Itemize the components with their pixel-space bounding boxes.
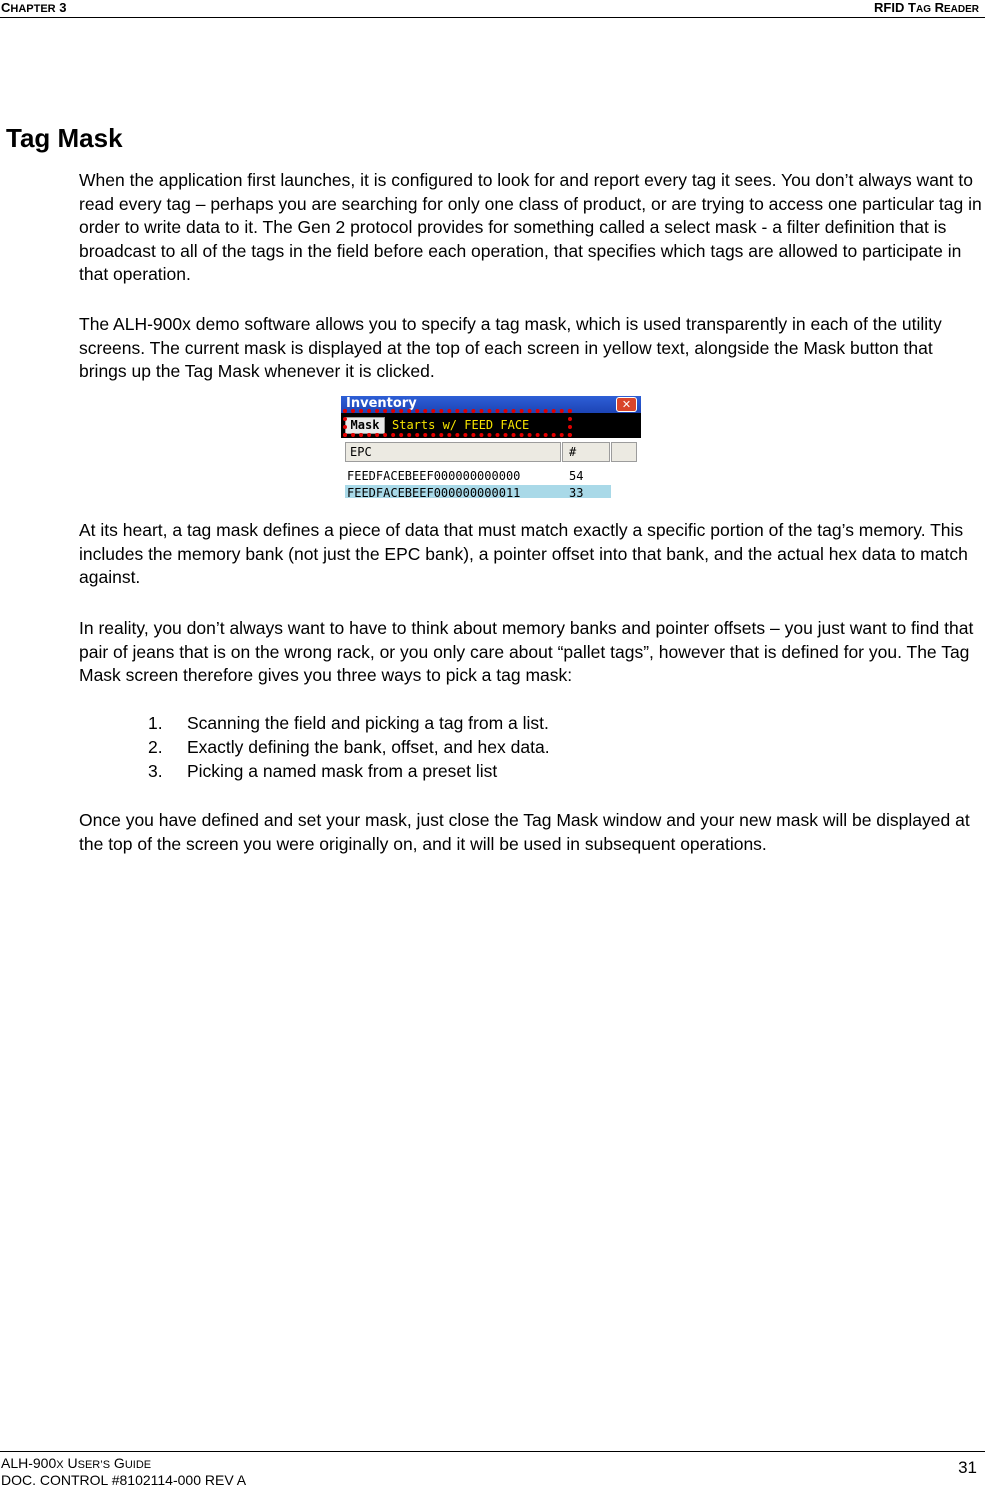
running-header-chapter	[1, 0, 66, 15]
inventory-screenshot	[341, 396, 641, 498]
chapter-number: 3	[59, 0, 67, 15]
table-row[interactable]	[345, 468, 611, 484]
list-text: Exactly defining the bank, offset, and hex data.	[187, 737, 550, 757]
paragraph-demo-software: The ALH-900x demo software allows you to specify a tag mask, which is used transparently in each of the utility screens. The current mask is displayed at the top of each screen in yellow text, alongside the Mask button that brings up the Tag Mask whenever it is clicked.	[79, 314, 942, 381]
list-item	[148, 711, 550, 735]
header-eader: EADER	[943, 4, 979, 15]
page-number: 31	[958, 1458, 977, 1477]
list-number: 1.	[148, 713, 163, 733]
section-title: Tag Mask	[6, 123, 123, 153]
footer-g: G	[110, 1455, 125, 1471]
table-row[interactable]	[345, 485, 611, 498]
footer-u: U	[63, 1455, 78, 1471]
mask-highlight-outline	[343, 409, 572, 437]
chapter-c: C	[1, 0, 11, 15]
footer-doc-control: DOC. CONTROL #8102114-000 REV A	[1, 1472, 247, 1488]
column-header-blank	[611, 442, 637, 462]
row-count: 33	[569, 486, 584, 498]
header-rfid: RFID	[874, 0, 905, 15]
header-rule	[0, 17, 985, 18]
footer-rule	[0, 1451, 985, 1452]
footer-apostrophe: ’	[100, 1459, 103, 1471]
current-mask-text: Starts w/ FEED FACE	[392, 418, 530, 432]
header-ag: AG	[915, 4, 931, 15]
close-icon[interactable]: ✕	[616, 397, 637, 412]
row-epc: FEEDFACEBEEF000000000000	[347, 469, 521, 483]
list-number: 3.	[148, 761, 163, 781]
list-number: 2.	[148, 737, 163, 757]
mask-button[interactable]: Mask	[345, 417, 385, 434]
row-epc: FEEDFACEBEEF000000000011	[347, 486, 521, 498]
list-item	[148, 735, 550, 759]
running-header-title	[874, 0, 979, 15]
paragraph-closing: Once you have defined and set your mask, just close the Tag Mask window and your new mask will be displayed at the top of the screen you were originally on, and it will be used in subsequent operations.	[79, 810, 970, 854]
column-header-epc[interactable]: EPC	[345, 442, 561, 462]
footer-model-x: X	[56, 1459, 64, 1471]
footer-s: S	[102, 1459, 111, 1471]
footer-uide: UIDE	[124, 1459, 152, 1471]
row-count: 54	[569, 469, 584, 483]
footer-guide-title	[1, 1455, 151, 1471]
header-r: R	[934, 0, 944, 15]
footer-ser: SER	[77, 1459, 101, 1471]
list-text: Picking a named mask from a preset list	[187, 761, 498, 781]
window-title: Inventory	[346, 396, 417, 411]
chapter-word: HAPTER	[10, 3, 56, 15]
paragraph-intro: When the application first launches, it is configured to look for and report every tag it sees. You don’t always want to read every tag – perhaps you are searching for only one class of product, or are trying to access one particular tag in order to write data to it. The Gen 2 protocol provides for something called a select mask - a filter definition that is broadcast to all of the tags in the field before each operation, that specifies which tags are allowed to participate in that operation.	[79, 170, 982, 284]
paragraph-tag-mask-definition: At its heart, a tag mask defines a piece of data that must match exactly a specific portion of the tag’s memory. This includes the memory bank (not just the EPC bank), a pointer offset into that bank, and the actual hex data to match against.	[79, 520, 968, 587]
mask-methods-list	[148, 711, 550, 783]
column-header-count[interactable]: #	[562, 442, 610, 462]
footer-model: ALH-900	[1, 1455, 57, 1471]
header-t: T	[908, 0, 916, 15]
paragraph-in-reality: In reality, you don’t always want to have to think about memory banks and pointer offsets – you just want to find that pair of jeans that is on the wrong rack, or you only care about “pallet tags”, however that is defined for you. The Tag Mask screen therefore gives you three ways to pick a tag mask:	[79, 618, 974, 685]
list-item	[148, 759, 550, 783]
list-text: Scanning the field and picking a tag from a list.	[187, 713, 549, 733]
